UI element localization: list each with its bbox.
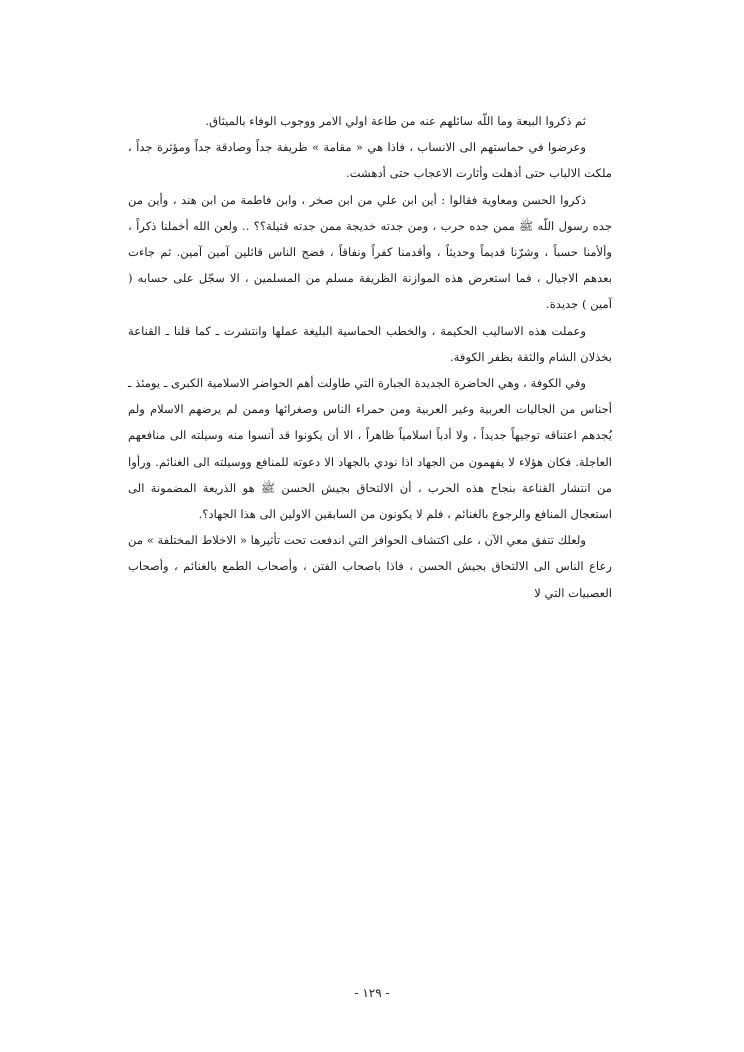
paragraph: وفي الكوفة ، وهي الحاضرة الجديدة الجبارة التي طاولت أهم الحواضر الاسلامية الكبرى ـ يومئذ ـ أجناس من الجاليات العربية وغير العربية ومن حمراء الناس وصغرائها وممن لم يرضهم الاسلام ولم يُجدهم اعتناقه توجيهاً جديداً ، ولا أدباً اسلامياً ظاهراً ، الا أن يكونوا قد أنسوا منه وسيلته الى منافعهم العاجلة. فكان هؤلاء لا يفهمون من الجهاد اذا نودي بالجهاد الا دعوته للمنافع ووسيلته الى الغنائم. ورأوا من انتشار القناعة بنجاح هذه الحرب ، أن الالتحاق بجيش الحسن ﷺ هو الذريعة المضمونة الى استعجال المنافع والرجوع بالغنائم ، فلم لا يكونون من السابقين الاولين الى هذا الجهاد؟.: [128, 376, 612, 522]
paragraph: وعملت هذه الاساليب الحكيمة ، والخطب الحماسية البليغة عملها وانتشرت ـ كما قلنا ـ القناعة بخذلان الشام والثقة بظفر الكوفة.: [128, 323, 612, 364]
paragraph: ولعلك تتفق معي الآن ، على اكتشاف الحوافز التي اندفعت تحت تأثيرها « الاخلاط المختلفة » من رعاع الناس الى الالتحاق بجيش الحسن ، فاذا باصحاب الفتن ، وأصحاب الطمع بالغنائم ، وأصحاب العصبيات التي لا: [128, 533, 612, 600]
paragraph: ذكروا الحسن ومعاوية فقالوا : أين ابن علي من ابن صخر ، وابن فاطمة من ابن هند ، وأين من جده رسول اللّه ﷺ ممن جده حرب ، ومن جدته خديجة ممن جدته قتيلة؟؟ .. ولعن الله أخملنا ذكراً ، وألأمنا حسباً ، وشرّنا قديماً وحديثاً ، وأقدمنا كفراً ونفاقاً ، فضج الناس قائلين آمين آمين. ثم جاءت بعدهم الاجيال ، فما استعرض هذه الموازنة الظريفة مسلم من المسلمين ، الا سجّل على حسابه ( آمين ) جديدة.: [128, 192, 612, 312]
paragraph: وعرضوا في حماستهم الى الانساب ، فاذا هي « مقامة » ظريفة جداً وصادقة جداً ومؤثرة جداً ، ملكت الالباب حتى أذهلت وأثارت الاعجاب حتى أدهشت.: [128, 140, 612, 181]
paragraph: ثم ذكروا البيعة وما اللّه سائلهم عنه من طاعة اولي الامر ووجوب الوفاء بالميثاق.: [205, 114, 586, 128]
body-text: [128, 108, 612, 606]
page-number: - ١٢٩ -: [354, 986, 390, 1000]
